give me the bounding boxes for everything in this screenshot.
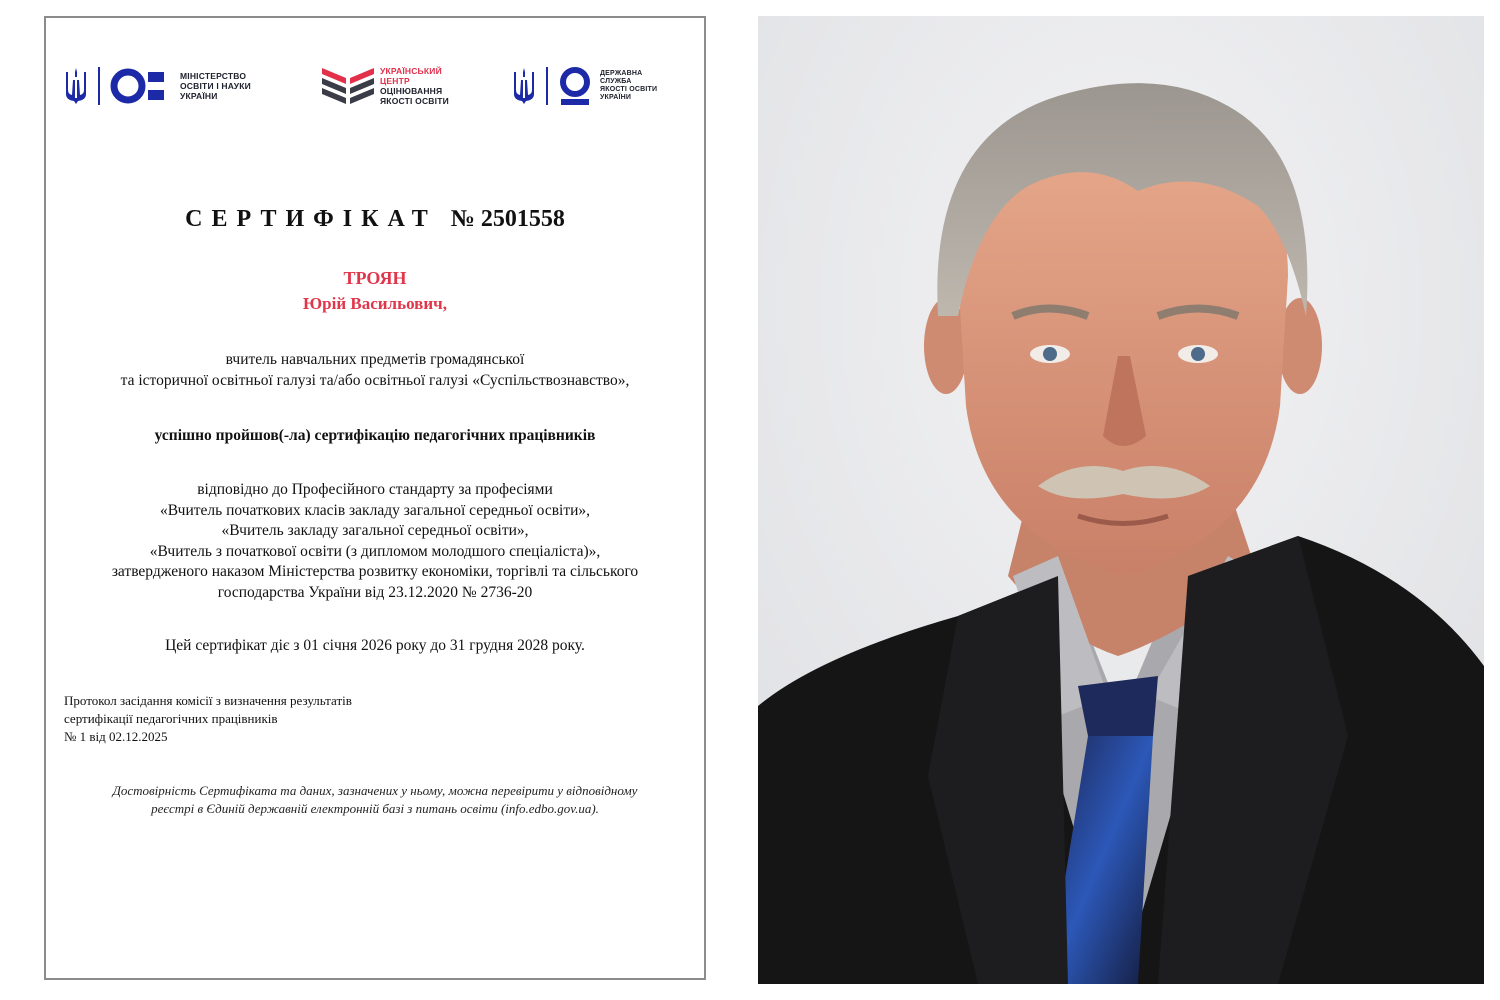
position-line: та історичної освітньої галузі та/або освітньої галузі «Суспільствознавство», [120, 371, 630, 389]
standard-line: «Вчитель з початкової освіти (з дипломом молодшого спеціаліста)», [149, 542, 601, 560]
holder-given-names: Юрій Васильович, [303, 294, 447, 313]
portrait-photo [758, 16, 1484, 984]
ucoyo-logo-text [380, 66, 449, 106]
trident-icon [512, 68, 536, 104]
trident-icon [64, 68, 88, 104]
ministry-logo-text: МІНІСТЕРСТВО ОСВІТИ І НАУКИ УКРАЇНИ [180, 71, 251, 101]
holder-position [66, 350, 684, 391]
book-icon [320, 62, 376, 110]
certificate-document [44, 16, 706, 980]
protocol-line: сертифікації педагогічних працівників [64, 711, 278, 726]
logo-divider [546, 67, 548, 105]
quality-mark-icon [558, 65, 592, 107]
validity-period: Цей сертифікат діє з 01 січня 2026 року до 31 грудня 2028 року. [165, 637, 585, 654]
ucoyo-logo-text-red: УКРАЇНСЬКИЙ ЦЕНТР [380, 66, 442, 86]
logo-divider [98, 67, 100, 105]
certificate-title-word: СЕРТИФІКАТ [185, 206, 437, 232]
logo-bar [64, 56, 686, 116]
ucoyo-logo-text-dark: ОЦІНЮВАННЯ ЯКОСТІ ОСВІТИ [380, 86, 449, 106]
state-service-logo-text: ДЕРЖАВНА СЛУЖБА ЯКОСТІ ОСВІТИ УКРАЇНИ [600, 70, 658, 101]
certification-passed: успішно пройшов(-ла) сертифікацію педагогічних працівників [154, 427, 596, 444]
certificate-title [46, 206, 704, 233]
protocol-info [64, 692, 352, 746]
standard-line: «Вчитель початкових класів закладу загальної середньої освіти», [159, 501, 591, 519]
certificate-number: № 2501558 [450, 206, 565, 232]
protocol-line: № 1 від 02.12.2025 [64, 729, 168, 744]
protocol-line: Протокол засідання комісії з визначення результатів [64, 693, 352, 708]
ucoyo-logo [320, 56, 449, 116]
standard-line: відповідно до Професійного стандарту за професіями [197, 481, 553, 498]
verification-note [66, 782, 684, 818]
ministry-logo [64, 56, 251, 116]
verification-line: реєстрі в Єдиній державній електронній базі з питань освіти (info.edbo.gov.ua). [151, 801, 599, 816]
portrait-illustration [758, 16, 1484, 984]
holder-surname: ТРОЯН [343, 268, 407, 288]
verification-line: Достовірність Сертифіката та даних, зазначених у ньому, можна перевірити у відповідному [112, 783, 638, 798]
standard-line: господарства України від 23.12.2020 № 2736-20 [217, 583, 533, 601]
professional-standard [66, 480, 684, 603]
position-line: вчитель навчальних предметів громадянської [225, 351, 525, 368]
state-service-logo [512, 56, 657, 116]
standard-line: затвердженого наказом Міністерства розвитку економіки, торгівлі та сільського [111, 563, 639, 580]
ministry-mark-icon [110, 66, 174, 106]
standard-line: «Вчитель закладу загальної середньої освіти», [221, 522, 529, 539]
